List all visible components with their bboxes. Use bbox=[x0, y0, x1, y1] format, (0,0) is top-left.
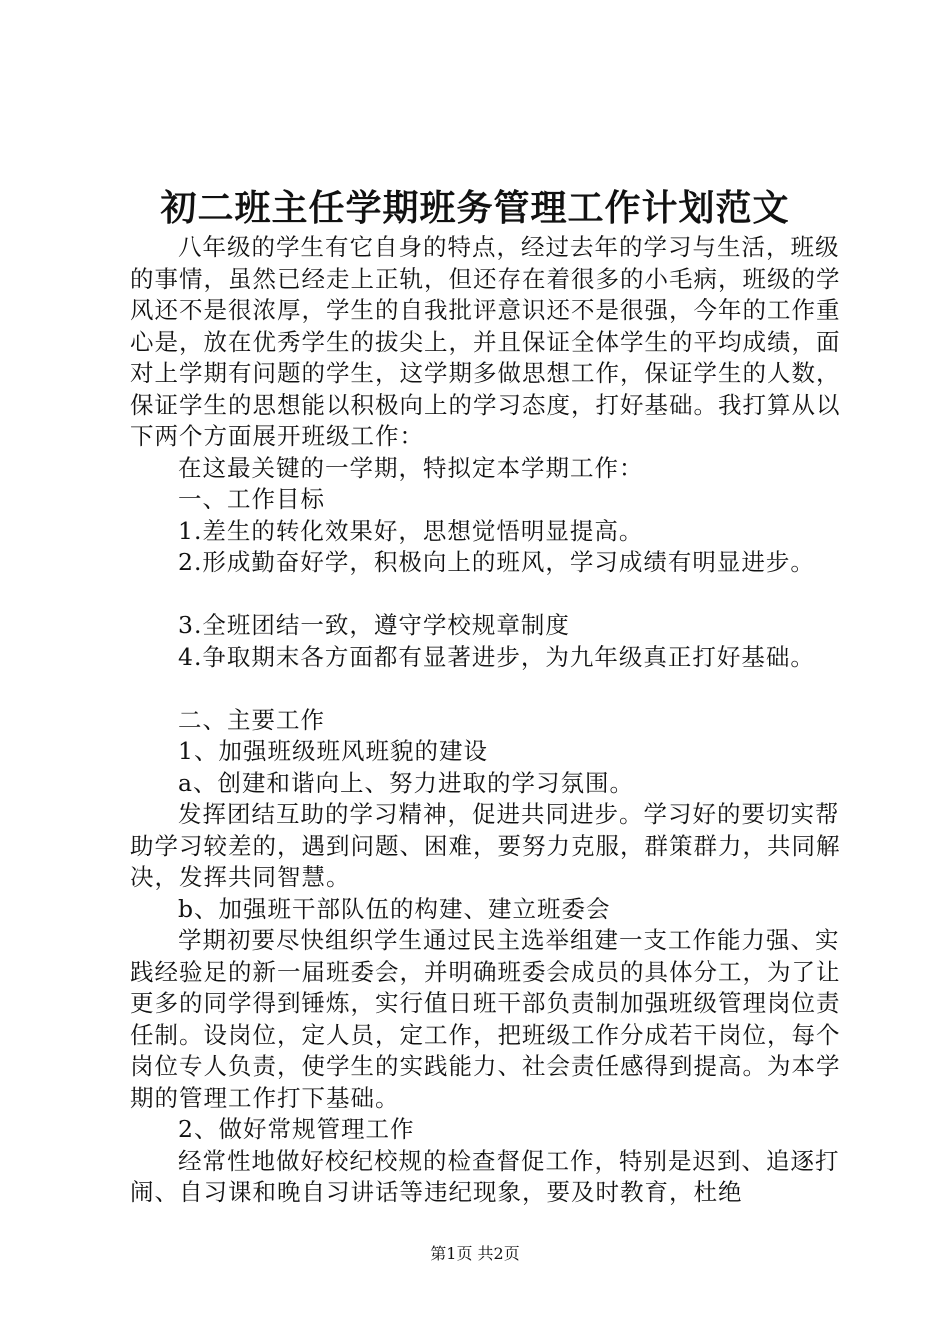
goal-item-4: 4.争取期末各方面都有显著进步，为九年级真正打好基础。 bbox=[178, 642, 815, 671]
document-title: 初二班主任学期班务管理工作计划范文 bbox=[160, 187, 790, 229]
subitem-b: b、加强班干部队伍的构建、建立班委会 bbox=[178, 894, 611, 923]
blank-line bbox=[130, 673, 850, 705]
blank-line bbox=[130, 579, 850, 611]
paragraph-discipline: 经常性地做好校纪校规的检查督促工作，特别是迟到、追逐打闹、自习课和晚自习讲话等违纪现象，要及时教育，杜绝 bbox=[130, 1146, 840, 1206]
goal-item-1: 1.差生的转化效果好，思想觉悟明显提高。 bbox=[178, 516, 644, 545]
heading-work-goals: 一、工作目标 bbox=[178, 485, 325, 513]
subheading-class-style: 1、加强班级班风班貌的建设 bbox=[178, 737, 488, 765]
paragraph-plan-statement: 在这最关键的一学期，特拟定本学期工作： bbox=[178, 453, 644, 482]
paragraph-mutual-help: 发挥团结互助的学习精神，促进共同进步。学习好的要切实帮助学习较差的，遇到问题、困难，要努力克服，群策群力，共同解决，发挥共同智慧。 bbox=[130, 800, 841, 891]
paragraph-intro: 八年级的学生有它自身的特点，经过去年的学习与生活，班级的事情，虽然已经走上正轨，但还存在着很多的小毛病，班级的学风还不是很浓厚，学生的自我批评意识还不是很强，今年的工作重心是，放在优秀学生的拔尖上，并且保证全体学生的平均成绩，面对上学期有问题的学生，这学期多做思想工作，保证学生的人数，保证学生的思想能以积极向上的学习态度，打好基础。我打算从以下两个方面展开班级工作： bbox=[130, 233, 841, 450]
page-number: 第1页 共2页 bbox=[430, 1244, 520, 1263]
goal-item-3: 3.全班团结一致，遵守学校规章制度 bbox=[178, 611, 570, 639]
subheading-routine-management: 2、做好常规管理工作 bbox=[178, 1115, 415, 1143]
subitem-a: a、创建和谐向上、努力进取的学习氛围。 bbox=[178, 768, 635, 797]
heading-main-work: 二、主要工作 bbox=[178, 705, 325, 734]
goal-item-2: 2.形成勤奋好学，积极向上的班风，学习成绩有明显进步。 bbox=[178, 548, 815, 576]
document-body bbox=[130, 232, 850, 1209]
paragraph-class-committee: 学期初要尽快组织学生通过民主选举组建一支工作能力强、实践经验足的新一届班委会，并明确班委会成员的具体分工，为了让更多的同学得到锤炼，实行值日班干部负责制加强班级管理岗位责任制。设岗位，定人员，定工作，把班级工作分成若干岗位，每个岗位专人负责，使学生的实践能力、社会责任感得到提高。为本学期的管理工作打下基础。 bbox=[130, 926, 841, 1112]
